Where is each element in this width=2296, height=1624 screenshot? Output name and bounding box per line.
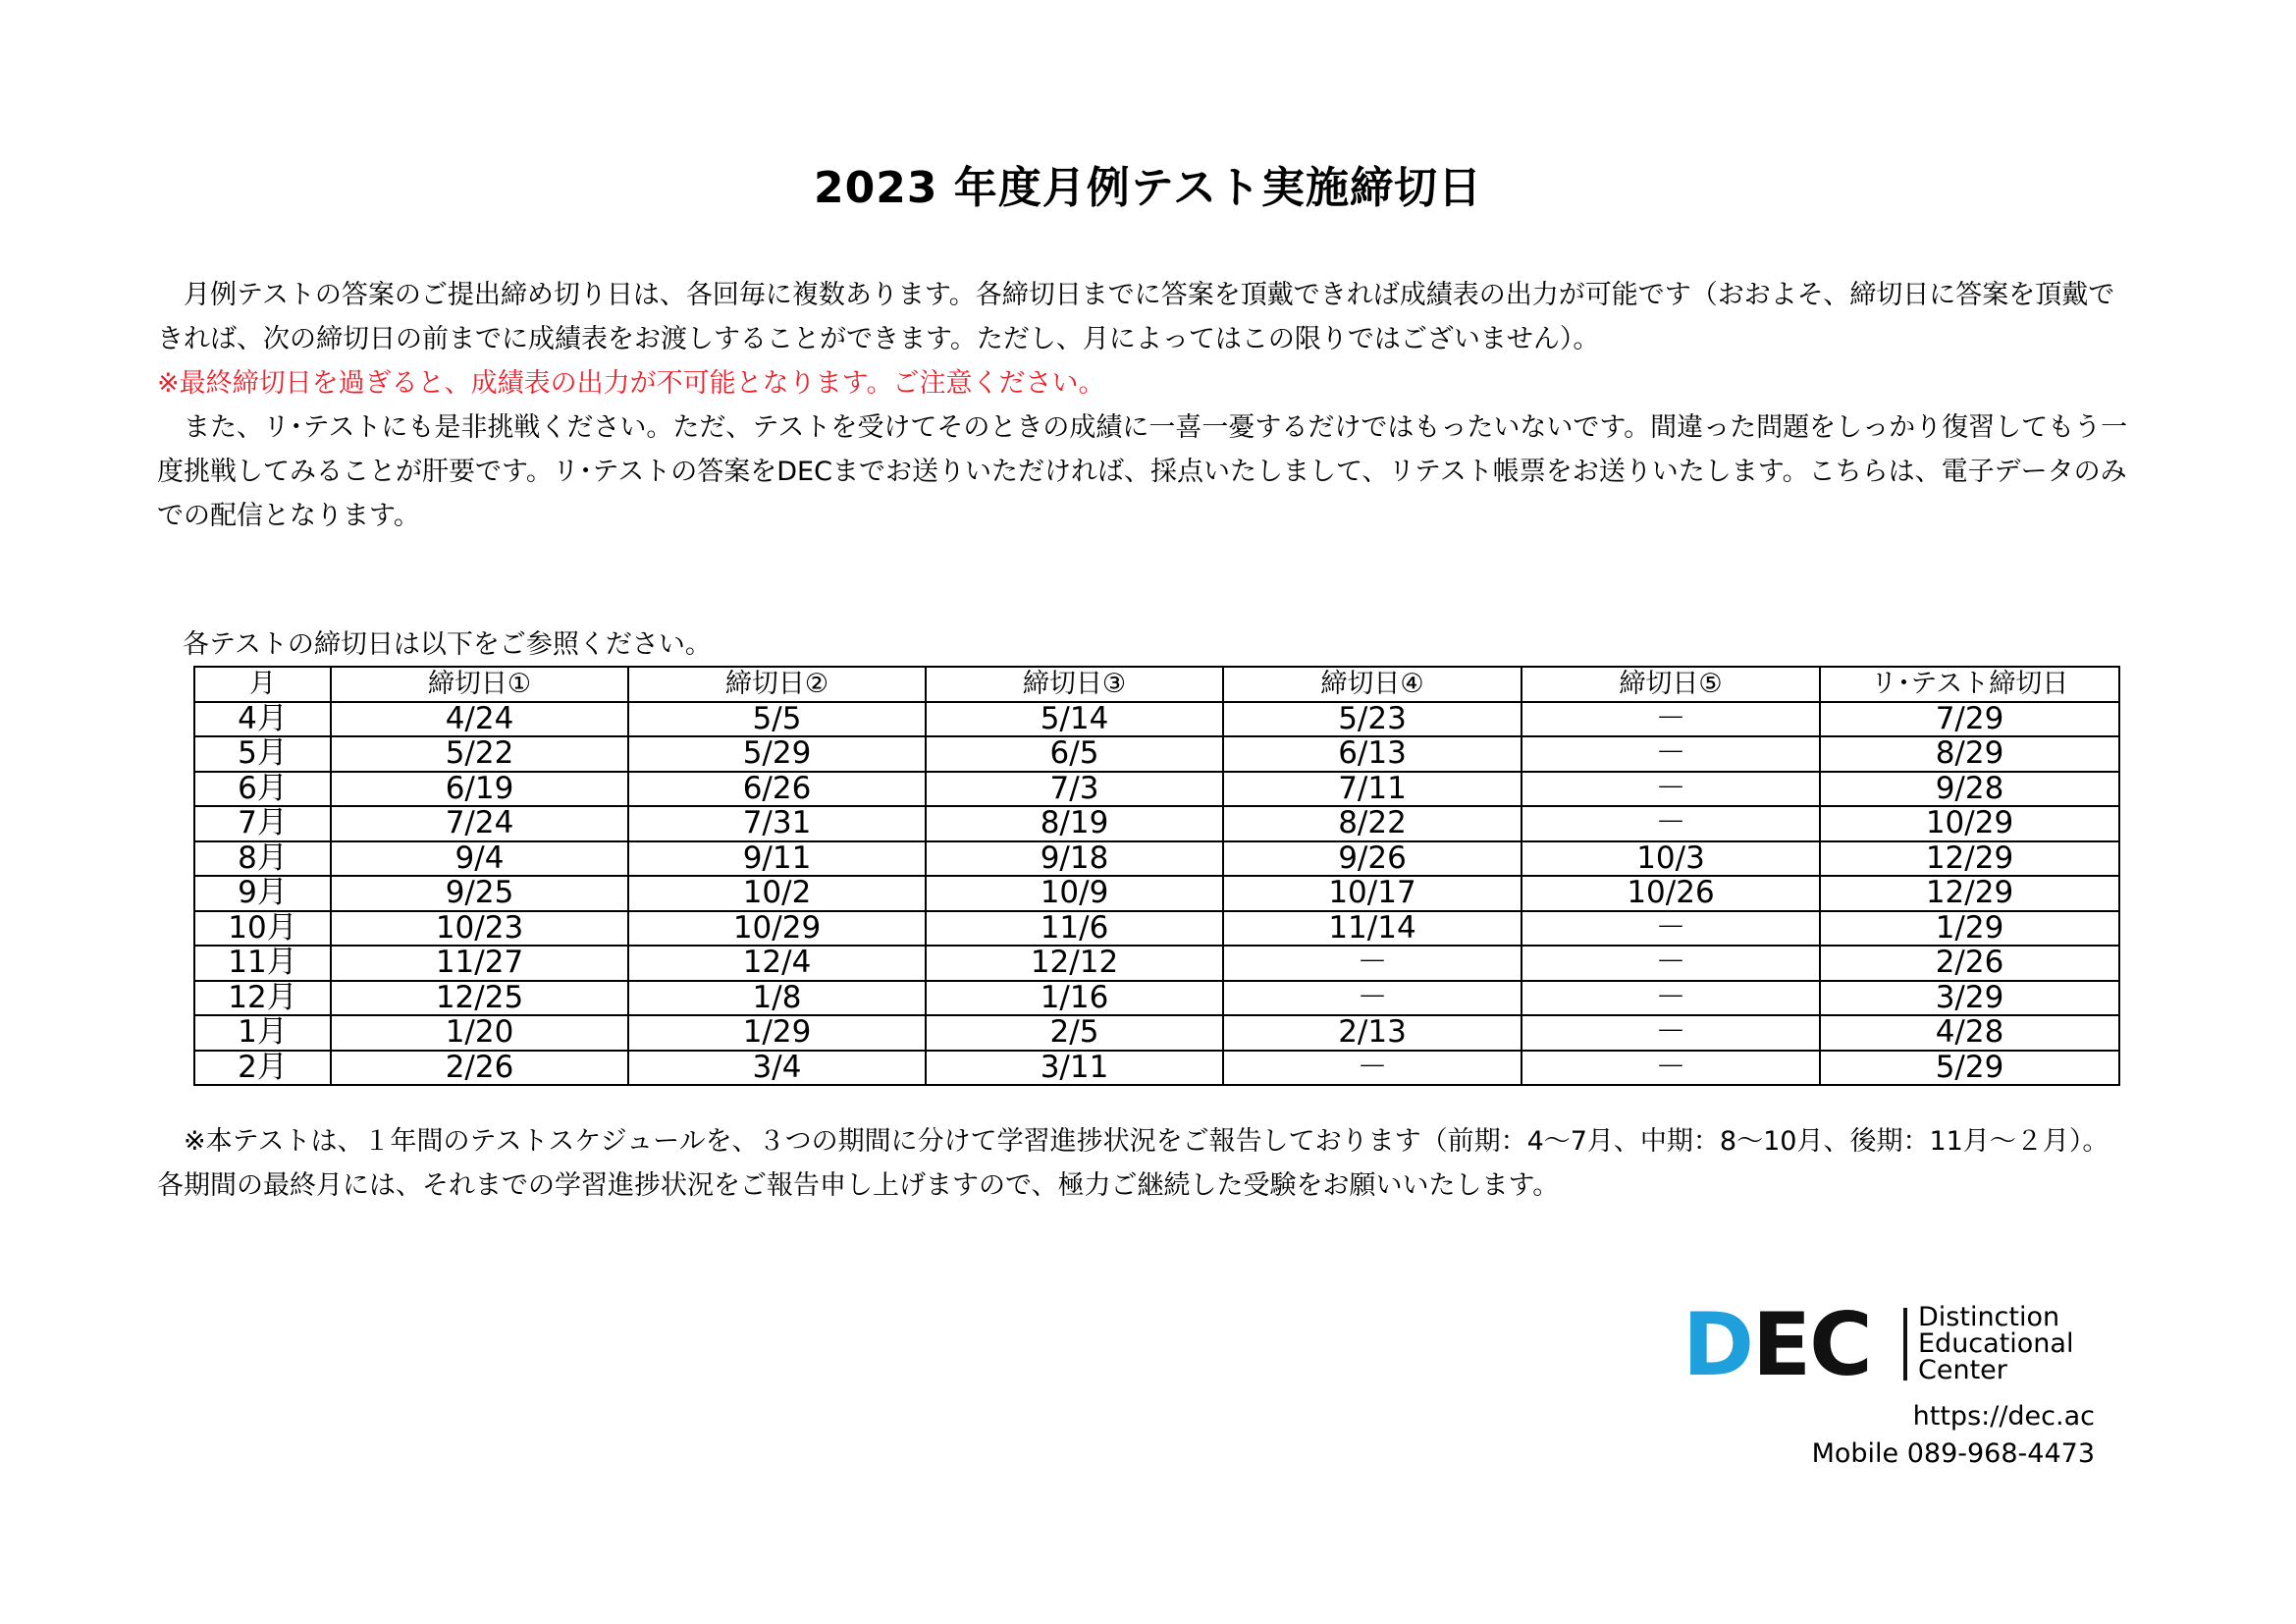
header-deadline-4: 締切日④ <box>1223 667 1522 702</box>
cell-deadline-4: － <box>1223 981 1522 1016</box>
cell-retest: 5/29 <box>1820 1051 2119 1086</box>
cell-month: 12月 <box>194 981 331 1016</box>
cell-deadline-1: 9/25 <box>331 876 628 911</box>
cell-deadline-2: 3/4 <box>628 1051 926 1086</box>
cell-deadline-3: 2/5 <box>926 1015 1223 1051</box>
cell-deadline-3: 5/14 <box>926 702 1223 737</box>
cell-deadline-1: 1/20 <box>331 1015 628 1051</box>
cell-deadline-4: 11/14 <box>1223 911 1522 947</box>
header-month: 月 <box>194 667 331 702</box>
cell-deadline-4: 8/22 <box>1223 806 1522 841</box>
intro-paragraph-1: 月例テストの答案のご提出締め切り日は、各回毎に複数あります。各締切日までに答案を頂戴できれば成績表の出力が可能です（おおよそ、締切日に答案を頂戴できれば、次の締切日の前までに成績表をお渡しすることができます。ただし、月によってはこの限りではございません）。 <box>157 280 2115 354</box>
cell-deadline-5: － <box>1522 702 1820 737</box>
cell-month: 6月 <box>194 772 331 807</box>
logo-line-2: Educational <box>1918 1328 2074 1359</box>
cell-deadline-1: 4/24 <box>331 702 628 737</box>
table-row <box>194 911 2119 947</box>
table-caption: 各テストの締切日は以下をご参照ください。 <box>183 629 712 660</box>
cell-deadline-4: 9/26 <box>1223 841 1522 877</box>
cell-deadline-2: 1/29 <box>628 1015 926 1051</box>
table-row <box>194 841 2119 877</box>
cell-deadline-4: － <box>1223 946 1522 981</box>
header-retest-deadline: リ･テスト締切日 <box>1820 667 2119 702</box>
cell-deadline-1: 9/4 <box>331 841 628 877</box>
cell-deadline-1: 5/22 <box>331 736 628 772</box>
cell-deadline-3: 1/16 <box>926 981 1223 1016</box>
header-deadline-1: 締切日① <box>331 667 628 702</box>
cell-deadline-2: 1/8 <box>628 981 926 1016</box>
logo-divider <box>1903 1308 1907 1380</box>
cell-deadline-4: 2/13 <box>1223 1015 1522 1051</box>
cell-retest: 8/29 <box>1820 736 2119 772</box>
cell-month: 9月 <box>194 876 331 911</box>
cell-deadline-4: 7/11 <box>1223 772 1522 807</box>
cell-retest: 9/28 <box>1820 772 2119 807</box>
table-row <box>194 702 2119 737</box>
cell-deadline-2: 9/11 <box>628 841 926 877</box>
cell-deadline-2: 5/5 <box>628 702 926 737</box>
logo-letters-ec: EC <box>1752 1294 1871 1395</box>
intro-section <box>157 273 2130 538</box>
cell-deadline-1: 10/23 <box>331 911 628 947</box>
header-deadline-3: 締切日③ <box>926 667 1223 702</box>
website-url[interactable]: https://dec.ac <box>1912 1401 2095 1432</box>
cell-deadline-3: 6/5 <box>926 736 1223 772</box>
cell-deadline-2: 6/26 <box>628 772 926 807</box>
cell-deadline-5: － <box>1522 736 1820 772</box>
cell-deadline-2: 12/4 <box>628 946 926 981</box>
cell-deadline-5: － <box>1522 1015 1820 1051</box>
table-row <box>194 736 2119 772</box>
cell-retest: 4/28 <box>1820 1015 2119 1051</box>
cell-deadline-4: － <box>1223 1051 1522 1086</box>
cell-retest: 10/29 <box>1820 806 2119 841</box>
cell-deadline-5: － <box>1522 911 1820 947</box>
cell-deadline-5: － <box>1522 946 1820 981</box>
cell-deadline-5: 10/26 <box>1522 876 1820 911</box>
table-row <box>194 1051 2119 1086</box>
logo-mark <box>1682 1294 1871 1395</box>
cell-retest: 7/29 <box>1820 702 2119 737</box>
dec-logo <box>1682 1294 2105 1395</box>
cell-deadline-1: 11/27 <box>331 946 628 981</box>
cell-deadline-4: 6/13 <box>1223 736 1522 772</box>
table-header-row <box>194 667 2119 702</box>
logo-wordmark <box>1918 1304 2073 1383</box>
header-deadline-5: 締切日⑤ <box>1522 667 1820 702</box>
cell-deadline-5: － <box>1522 981 1820 1016</box>
cell-month: 7月 <box>194 806 331 841</box>
cell-month: 10月 <box>194 911 331 947</box>
table-row <box>194 876 2119 911</box>
cell-deadline-4: 10/17 <box>1223 876 1522 911</box>
table-row <box>194 1015 2119 1051</box>
deadline-table <box>193 666 2120 1086</box>
intro-paragraph-2: また、リ･テストにも是非挑戦ください。ただ、テストを受けてそのときの成績に一喜一憂するだけではもったいないです。間違った問題をしっかり復習してもう一度挑戦してみることが肝要です。リ･テストの答案をDECまでお送りいただければ、採点いたしまして、リテスト帳票をお送りいたします。こちらは、電子データのみでの配信となります。 <box>157 412 2128 531</box>
footnote-section <box>157 1119 2130 1208</box>
table-row <box>194 806 2119 841</box>
cell-deadline-2: 7/31 <box>628 806 926 841</box>
mobile-number: Mobile 089-968-4473 <box>1811 1438 2095 1469</box>
cell-deadline-1: 12/25 <box>331 981 628 1016</box>
cell-month: 4月 <box>194 702 331 737</box>
cell-retest: 2/26 <box>1820 946 2119 981</box>
cell-month: 8月 <box>194 841 331 877</box>
cell-deadline-3: 11/6 <box>926 911 1223 947</box>
table-row <box>194 981 2119 1016</box>
cell-deadline-1: 7/24 <box>331 806 628 841</box>
cell-deadline-4: 5/23 <box>1223 702 1522 737</box>
cell-deadline-5: － <box>1522 772 1820 807</box>
cell-deadline-3: 9/18 <box>926 841 1223 877</box>
cell-deadline-3: 12/12 <box>926 946 1223 981</box>
footnote-text: ※本テストは、１年間のテストスケジュールを、３つの期間に分けて学習進捗状況をご報告しております（前期：4～7月、中期：8～10月、後期：11月～２月）。各期間の最終月には、それまでの学習進捗状況をご報告申し上げますので、極力ご継続した受験をお願いいたします。 <box>157 1126 2109 1201</box>
cell-deadline-3: 8/19 <box>926 806 1223 841</box>
cell-retest: 3/29 <box>1820 981 2119 1016</box>
cell-deadline-1: 2/26 <box>331 1051 628 1086</box>
table-row <box>194 772 2119 807</box>
cell-deadline-1: 6/19 <box>331 772 628 807</box>
cell-deadline-2: 10/29 <box>628 911 926 947</box>
cell-retest: 1/29 <box>1820 911 2119 947</box>
cell-month: 11月 <box>194 946 331 981</box>
cell-deadline-5: － <box>1522 1051 1820 1086</box>
cell-deadline-2: 5/29 <box>628 736 926 772</box>
cell-deadline-2: 10/2 <box>628 876 926 911</box>
cell-retest: 12/29 <box>1820 876 2119 911</box>
warning-text: ※最終締切日を過ぎると、成績表の出力が不可能となります。ご注意ください。 <box>157 368 1105 399</box>
cell-deadline-3: 3/11 <box>926 1051 1223 1086</box>
logo-letter-d: D <box>1682 1294 1753 1395</box>
logo-line-1: Distinction <box>1918 1302 2060 1332</box>
contact-info <box>1812 1398 2095 1473</box>
cell-deadline-5: 10/3 <box>1522 841 1820 877</box>
table-row <box>194 946 2119 981</box>
cell-month: 2月 <box>194 1051 331 1086</box>
cell-deadline-3: 10/9 <box>926 876 1223 911</box>
header-deadline-2: 締切日② <box>628 667 926 702</box>
cell-deadline-5: － <box>1522 806 1820 841</box>
page-title: 2023 年度月例テスト実施締切日 <box>813 163 1483 213</box>
cell-month: 1月 <box>194 1015 331 1051</box>
logo-line-3: Center <box>1918 1355 2007 1385</box>
cell-retest: 12/29 <box>1820 841 2119 877</box>
cell-deadline-3: 7/3 <box>926 772 1223 807</box>
cell-month: 5月 <box>194 736 331 772</box>
